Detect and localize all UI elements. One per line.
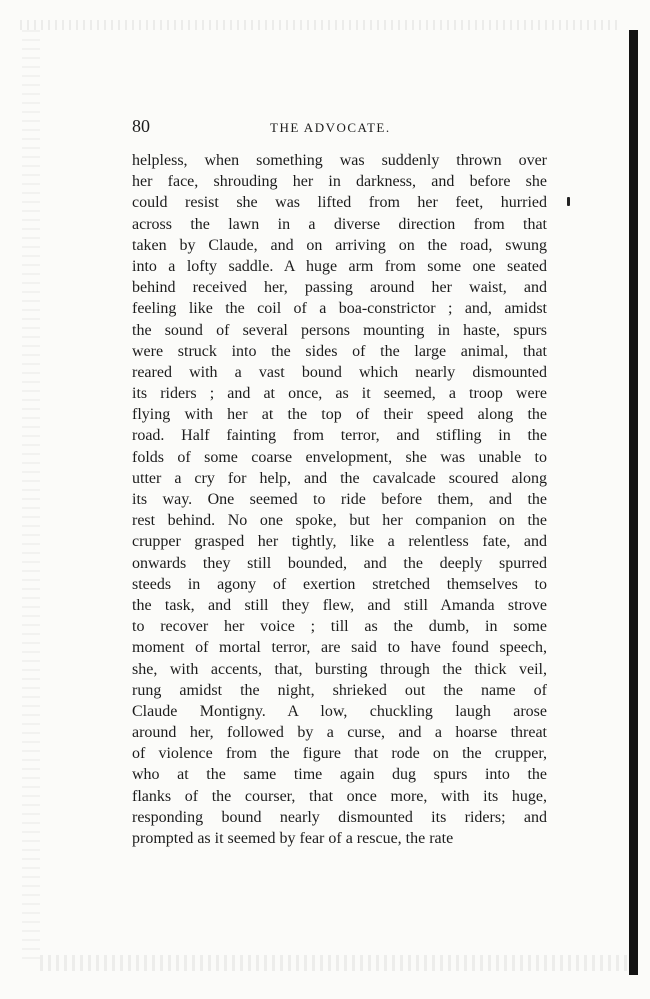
text-line: utter a cry for help, and the cavalcade scoured along [132, 469, 547, 487]
scan-edge-bottom [40, 955, 635, 971]
text-line: rung amidst the night, shrieked out the name of [132, 681, 547, 699]
text-line: folds of some coarse envelopment, she was unable to [132, 448, 547, 466]
running-head: THE ADVOCATE. [270, 120, 391, 135]
text-line: taken by Claude, and on arriving on the road, swung [132, 236, 547, 254]
text-line: onwards they still bounded, and the deeply spurred [132, 554, 547, 572]
text-line: feeling like the coil of a boa-constrictor ; and, amidst [132, 300, 547, 318]
text-line: the sound of several persons mounting in haste, spurs [132, 321, 547, 339]
text-line: to recover her voice ; till as the dumb, in some [132, 618, 547, 636]
margin-mark [567, 197, 570, 206]
body-text [132, 150, 547, 849]
text-line: its way. One seemed to ride before them, and the [132, 491, 547, 508]
text-line: road. Half fainting from terror, and stifling in the [132, 427, 547, 445]
text-line: could resist she was lifted from her feet, hurried [132, 194, 547, 212]
text-line: flying with her at the top of their speed along the [132, 406, 547, 424]
page-number: 80 [132, 116, 150, 136]
text-line: helpless, when something was suddenly thrown over [132, 152, 547, 169]
scan-edge-left [22, 30, 40, 960]
scan-edge-top [20, 20, 620, 30]
text-line: her face, shrouding her in darkness, and before she [132, 173, 547, 191]
page-header [132, 116, 547, 142]
text-line: across the lawn in a diverse direction from that [132, 215, 547, 233]
text-line: she, with accents, that, bursting through the thick veil, [132, 660, 547, 678]
text-line: behind received her, passing around her waist, and [132, 279, 547, 297]
text-line: the task, and still they flew, and still Amanda strove [132, 596, 547, 614]
page-spine [629, 30, 638, 975]
text-line: of violence from the figure that rode on the crupper, [132, 745, 547, 763]
text-line: moment of mortal terror, are said to have found speech, [132, 639, 547, 657]
text-line: responding bound nearly dismounted its riders; and [132, 808, 547, 826]
text-line: steeds in agony of exertion stretched themselves to [132, 575, 547, 593]
text-line: rest behind. No one spoke, but her companion on the [132, 512, 547, 530]
text-line: prompted as it seemed by fear of a rescue, the rate [132, 830, 454, 847]
text-line: crupper grasped her tightly, like a relentless fate, and [132, 533, 547, 551]
text-line: around her, followed by a curse, and a hoarse threat [132, 724, 547, 742]
text-line: into a lofty saddle. A huge arm from some one seated [132, 257, 547, 275]
text-line: reared with a vast bound which nearly dismounted [132, 363, 547, 381]
text-line: who at the same time again dug spurs into the [132, 766, 547, 784]
text-line: were struck into the sides of the large animal, that [132, 342, 547, 360]
text-line: flanks of the courser, that once more, with its huge, [132, 787, 547, 805]
text-line: Claude Montigny. A low, chuckling laugh arose [132, 702, 547, 720]
text-line: its riders ; and at once, as it seemed, a troop were [132, 385, 547, 403]
